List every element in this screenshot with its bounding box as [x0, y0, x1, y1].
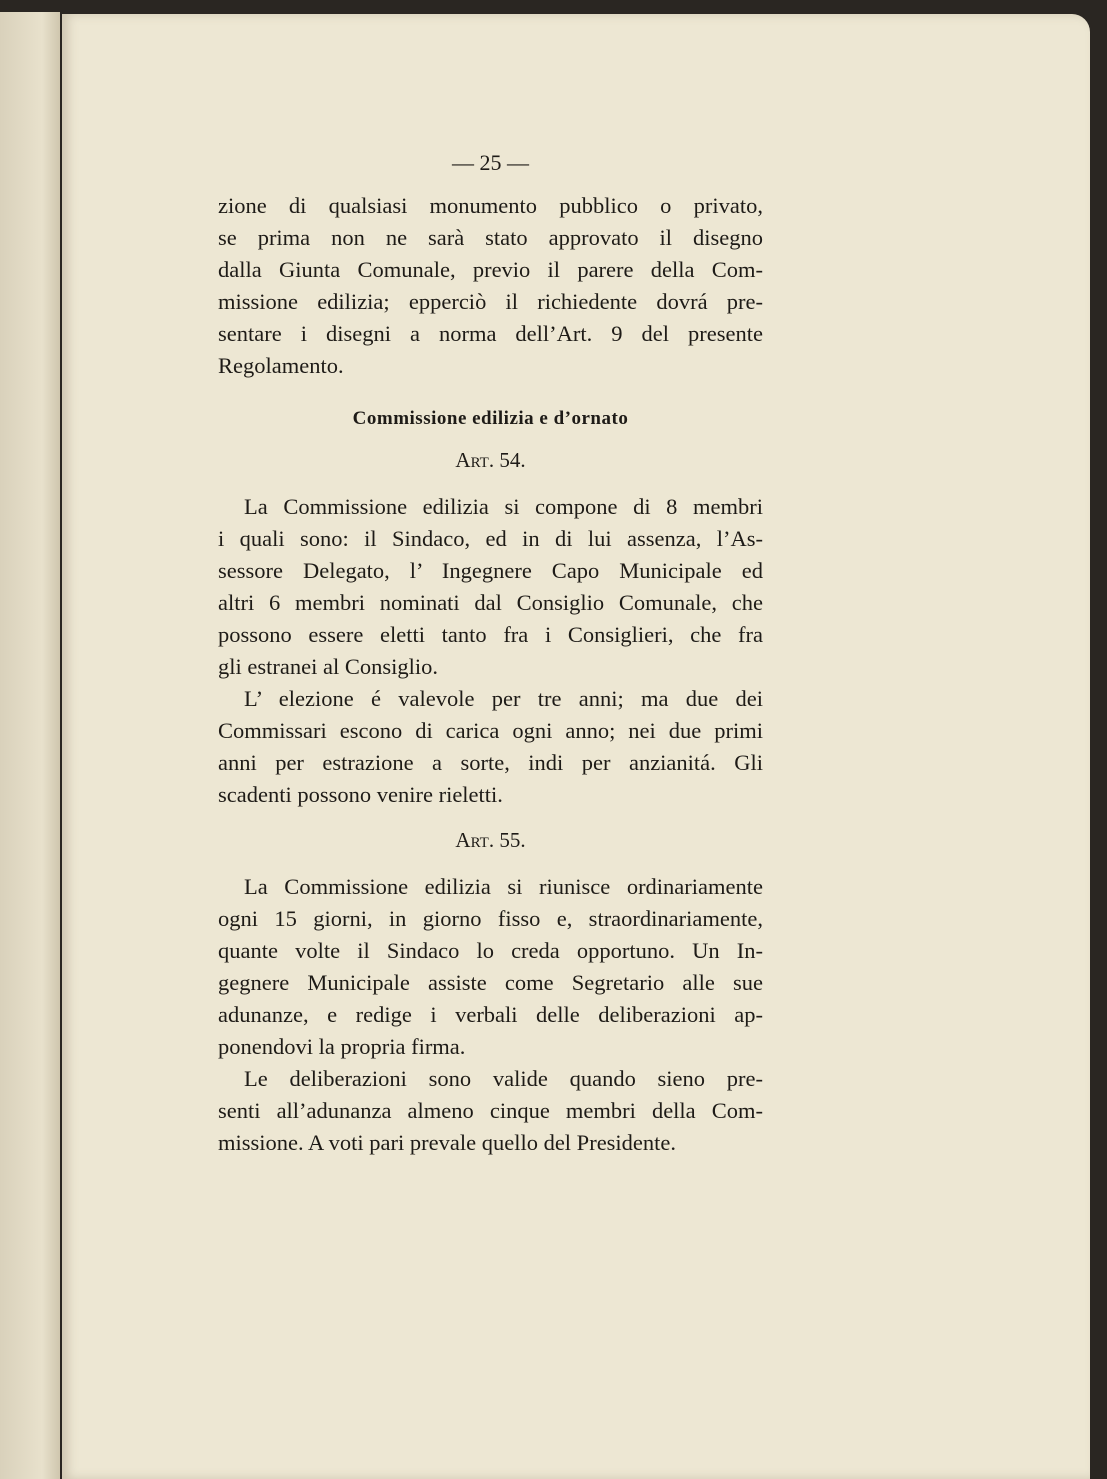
text-line: ponendovi la propria firma.	[218, 1034, 466, 1059]
text-line: se prima non ne sarà stato approvato il disegno	[218, 225, 763, 250]
text-line: possono essere eletti tanto fra i Consiglieri, che fra	[218, 622, 763, 647]
text-line: gegnere Municipale assiste come Segretario alle sue	[218, 970, 763, 995]
text-line: i quali sono: il Sindaco, ed in di lui assenza, l’As-	[218, 526, 763, 551]
text-line: anni per estrazione a sorte, indi per anzianitá. Gli	[218, 750, 763, 775]
text-line: ogni 15 giorni, in giorno fisso e, straordinariamente,	[218, 906, 763, 931]
article-54-title: Art. 54.	[455, 448, 526, 472]
section-heading: Commissione edilizia e d’ornato	[352, 408, 629, 429]
article-55-title: Art. 55.	[455, 828, 526, 852]
text-line: zione di qualsiasi monumento pubblico o privato,	[218, 193, 763, 218]
text-line: Commissari escono di carica ogni anno; nei due primi	[218, 718, 763, 743]
text-line: sessore Delegato, l’ Ingegnere Capo Municipale ed	[218, 558, 763, 583]
text-line: Le deliberazioni sono valide quando sieno pre-	[244, 1066, 763, 1091]
text-line: altri 6 membri nominati dal Consiglio Comunale, che	[218, 590, 763, 615]
text-line: scadenti possono venire rieletti.	[218, 782, 503, 807]
text-line: dalla Giunta Comunale, previo il parere della Com-	[218, 257, 763, 282]
text-line: missione edilizia; epperciò il richiedente dovrá pre-	[218, 289, 763, 314]
text-line: Regolamento.	[218, 353, 344, 378]
text-line: sentare i disegni a norma dell’Art. 9 del presente	[218, 321, 763, 346]
text-line: gli estranei al Consiglio.	[218, 654, 438, 679]
page-number: — 25 —	[452, 150, 529, 175]
text-line: quante volte il Sindaco lo creda opportuno. Un In-	[218, 938, 763, 963]
left-page-edge	[0, 12, 60, 1479]
text-line: La Commissione edilizia si riunisce ordinariamente	[244, 874, 763, 899]
text-line: missione. A voti pari prevale quello del Presidente.	[218, 1130, 677, 1155]
text-line: L’ elezione é valevole per tre anni; ma due dei	[244, 686, 763, 711]
text-line: adunanze, e redige i verbali delle deliberazioni ap-	[218, 1002, 763, 1027]
text-line: La Commissione edilizia si compone di 8 membri	[244, 494, 763, 519]
text-line: senti all’adunanza almeno cinque membri della Com-	[218, 1098, 763, 1123]
